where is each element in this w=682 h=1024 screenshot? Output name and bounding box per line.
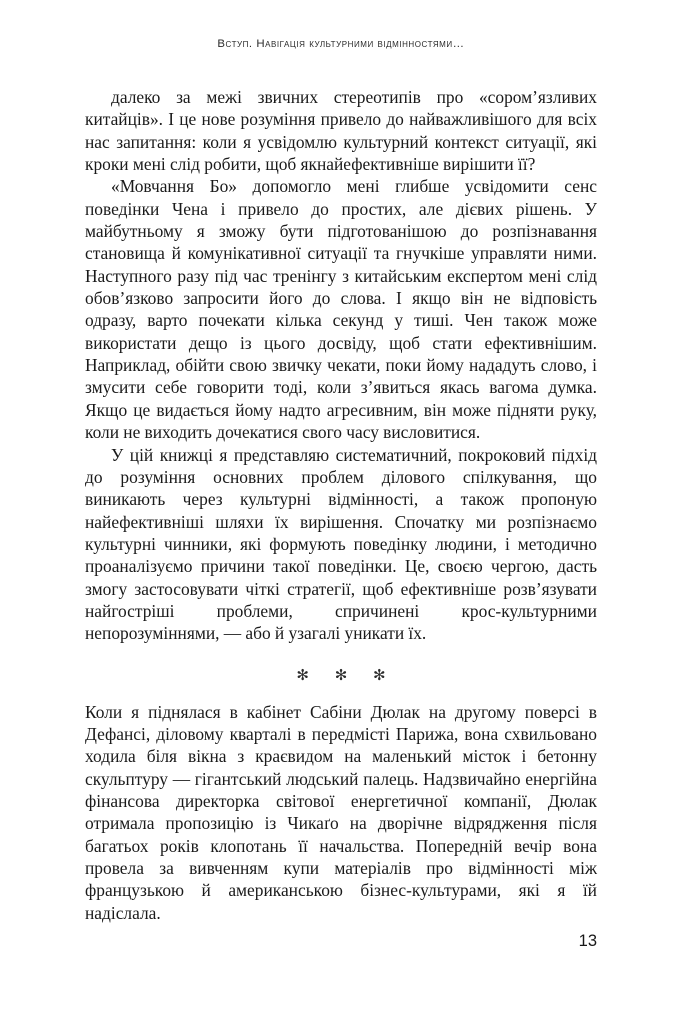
body-text-block <box>85 86 597 924</box>
running-header: Вступ. Навігація культурними відмінностями… <box>217 38 465 50</box>
paragraph-4: Коли я піднялася в кабінет Сабіни Дюлак на другому поверсі в Дефансі, діловому кварталі в передмісті Парижа, вона схвильовано ходила біля вікна з краєвидом на маленький місток і бетонну скульптуру — гігантський людський палець. Надзвичайно енергійна фінансова директорка світової енергетичної компанії, Дюлак отримала пропозицію із Чикаґо на дворічне відрядження після багатьох років клопотань її начальства. Попередній вечір вона провела за вивченням купи матеріалів про відмінності між французькою й американською бізнес-культурами, які я їй надіслала. <box>85 701 597 923</box>
section-divider-asterism: ✻ ✻ ✻ <box>296 667 397 684</box>
paragraph-2: «Мовчання Бо» допомогло мені глибше усвідомити сенс поведінки Чена і привело до простих, але дієвих рішень. У майбутньому я зможу бути підготованішою до розпізнавання становища й комунікативної ситуації та гнучкіше управляти ними. Наступного разу під час тренінгу з китайським експертом мені слід обов’язково запросити його до слова. І якщо він не відповість одразу, варто почекати кілька секунд у тиші. Чен також може використати дещо із цього досвіду, щоб стати ефективнішим. Наприклад, обійти свою звичку чекати, поки йому нададуть слово, і змусити себе говорити тоді, коли з’явиться якась вагома думка. Якщо це видається йому надто агресивним, він може підняти руку, коли не виходить дочекатися свого часу висловитися. <box>85 176 597 443</box>
paragraph-3: У цій книжці я представляю систематичний, покроковий підхід до розуміння основних проблем ділового спілкування, що виникають через культурні відмінності, а також пропоную найефективніші шляхи їх вирішення. Спочатку ми розпізнаємо культурні чинники, які формують поведінку людини, і методично проаналізуємо причини такої поведінки. Це, своєю чергою, дасть змогу застосовувати чіткі стратегії, щоб ефективніше розв’язувати найгостріші проблеми, спричинені крос-культурними непорозуміннями, — або й узагалі уникати їх. <box>85 444 597 644</box>
page-number: 13 <box>578 932 597 950</box>
paragraph-1: далеко за межі звичних стереотипів про «сором’язливих китайців». І це нове розуміння привело до найважливішого для всіх нас запитання: коли я усвідомлю культурний контекст ситуації, які кроки мені слід робити, щоб якнайефективніше вирішити її? <box>85 87 597 175</box>
